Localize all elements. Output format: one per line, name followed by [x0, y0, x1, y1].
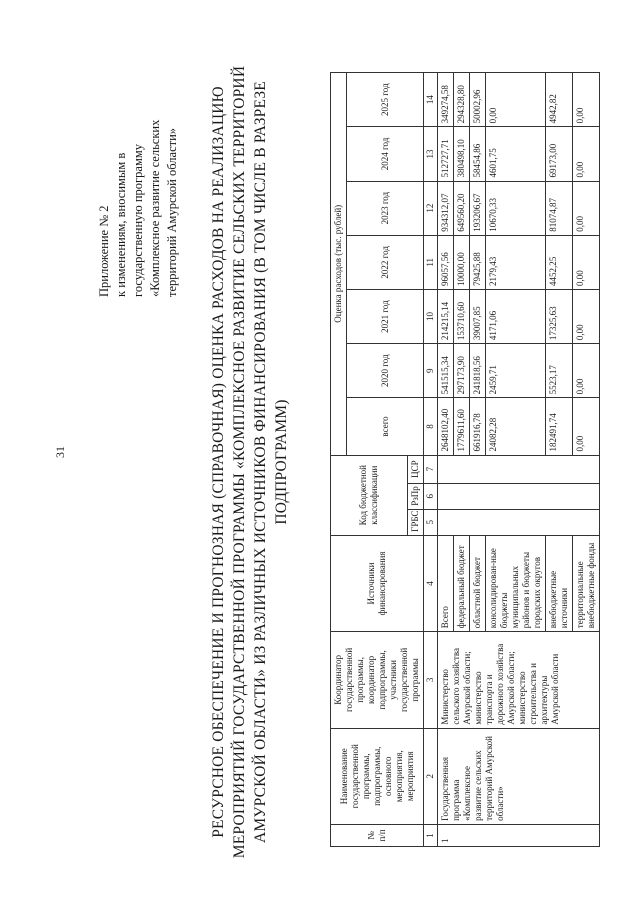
value-total: 0,00 — [573, 398, 600, 455]
value-total: 2648102,40 — [438, 398, 454, 455]
value-2025: 0,00 — [486, 73, 546, 127]
value-2021: 214215,14 — [438, 289, 454, 343]
column-number: 4 — [424, 535, 438, 631]
header-year: 2021 год — [347, 289, 424, 343]
title-line: МЕРОПРИЯТИЙ ГОСУДАРСТВЕННОЙ ПРОГРАММЫ «КОМПЛЕКСНОЕ РАЗВИТИЕ СЕЛЬСКИХ ТЕРРИТОРИЙ — [231, 65, 248, 859]
header-coordinator: Координатор государственной программы, координатор подпрограммы, участники государственной программы — [331, 632, 424, 728]
header-name: Наименование государственной программы, подпрограммы, основного мероприятия, мероприятия — [331, 728, 424, 824]
title-line: РЕСУРСНОЕ ОБЕСПЕЧЕНИЕ И ПРОГНОЗНАЯ (СПРАВОЧНАЯ) ОЦЕНКА РАСХОДОВ НА РЕАЛИЗАЦИЮ — [210, 86, 227, 838]
csr-cell — [438, 455, 600, 483]
funding-source: Всего — [438, 535, 454, 631]
header-num: № п/п — [331, 824, 424, 846]
value-2024: 380498,10 — [454, 127, 470, 181]
appendix-line: «Комплексное развитие сельских — [148, 119, 162, 297]
value-total: 24082,28 — [486, 398, 546, 455]
value-2025: 349274,58 — [438, 73, 454, 127]
value-2023: 934312,07 — [438, 181, 454, 235]
column-number: 1 — [424, 824, 438, 846]
value-2021: 4171,06 — [486, 289, 546, 343]
value-2022: 79425,88 — [470, 235, 486, 289]
value-2021: 39007,85 — [470, 289, 486, 343]
rzpr-cell — [438, 483, 600, 509]
value-2021: 153710,60 — [454, 289, 470, 343]
column-number: 11 — [424, 235, 438, 289]
value-2025: 0,00 — [573, 73, 600, 127]
column-number: 14 — [424, 73, 438, 127]
header-year: 2023 год — [347, 181, 424, 235]
header-estimate: Оценка расходов (тыс. рублей) — [331, 73, 347, 456]
value-2022: 4452,25 — [546, 235, 573, 289]
value-2022: 2179,43 — [486, 235, 546, 289]
header-source: Источники финансирования — [331, 535, 424, 631]
value-2022: 10000,00 — [454, 235, 470, 289]
value-2023: 193206,67 — [470, 181, 486, 235]
header-csr: ЦСР — [408, 455, 424, 483]
value-2020: 2459,71 — [486, 344, 546, 398]
value-2024: 4601,75 — [486, 127, 546, 181]
value-total: 1779611,60 — [454, 398, 470, 455]
header-rzpr: РзПр — [408, 483, 424, 509]
column-number: 9 — [424, 344, 438, 398]
appendix-header — [96, 27, 181, 297]
column-number: 2 — [424, 728, 438, 824]
column-number: 13 — [424, 127, 438, 181]
header-year: 2020 год — [347, 344, 424, 398]
header-grbs: ГРБС — [408, 509, 424, 535]
funding-source: федеральный бюджет — [454, 535, 470, 631]
column-number-row — [424, 73, 438, 847]
header-total: всего — [347, 398, 424, 455]
title-line: АМУРСКОЙ ОБЛАСТИ» ИЗ РАЗЛИЧНЫХ ИСТОЧНИКОВ ФИНАНСИРОВАНИЯ (В ТОМ ЧИСЛЕ В РАЗРЕЗЕ — [252, 81, 269, 843]
value-2024: 58454,86 — [470, 127, 486, 181]
title-line: ПОДПРОГРАММ) — [273, 399, 290, 525]
value-2024: 0,00 — [573, 127, 600, 181]
table-row — [438, 73, 454, 847]
value-2023: 0,00 — [573, 181, 600, 235]
appendix-line: Приложение № 2 — [97, 205, 111, 297]
value-2020: 0,00 — [573, 344, 600, 398]
column-number: 3 — [424, 632, 438, 728]
value-2025: 4942,82 — [546, 73, 573, 127]
column-number: 12 — [424, 181, 438, 235]
funding-source: территориальные внебюджетные фонды — [573, 535, 600, 631]
appendix-line: к изменениям, вносимым в — [114, 152, 128, 297]
column-number: 7 — [424, 455, 438, 483]
program-name: Государственная программа «Комплексное развитие сельских территорий Амурской области» — [438, 728, 600, 824]
column-number: 10 — [424, 289, 438, 343]
header-year: 2022 год — [347, 235, 424, 289]
page-number: 31 — [53, 446, 67, 458]
value-2024: 512727,71 — [438, 127, 454, 181]
value-2021: 0,00 — [573, 289, 600, 343]
value-2020: 5523,17 — [546, 344, 573, 398]
resource-table — [330, 72, 600, 847]
value-2020: 541515,34 — [438, 344, 454, 398]
funding-source: внебюджетные источники — [546, 535, 573, 631]
column-number: 5 — [424, 509, 438, 535]
value-2022: 96057,56 — [438, 235, 454, 289]
header-budget-code: Код бюджетной классификации — [331, 455, 408, 535]
column-number: 8 — [424, 398, 438, 455]
value-2020: 241818,56 — [470, 344, 486, 398]
appendix-line: территорий Амурской области» — [165, 127, 179, 297]
program-coordinator: Министерство сельского хозяйства Амурской области; министерство транспорта и дорожного хозяйства Амурской области; министерство строительства и архитектуры Амурской области — [438, 632, 600, 728]
value-2025: 294328,80 — [454, 73, 470, 127]
appendix-line: государственную программу — [131, 143, 145, 297]
document-title — [208, 62, 292, 862]
funding-source: областной бюджет — [470, 535, 486, 631]
row-number: 1 — [438, 824, 600, 846]
funding-source: консолидирован-ные бюджеты муниципальных районов и бюджеты городских округов — [486, 535, 546, 631]
column-number: 6 — [424, 483, 438, 509]
rotated-page-content — [90, 22, 610, 882]
value-2023: 10670,33 — [486, 181, 546, 235]
grbs-cell — [438, 509, 600, 535]
value-2021: 17325,63 — [546, 289, 573, 343]
value-2023: 649560,20 — [454, 181, 470, 235]
value-2025: 50002,96 — [470, 73, 486, 127]
value-2020: 297173,90 — [454, 344, 470, 398]
value-2022: 0,00 — [573, 235, 600, 289]
value-2024: 69173,00 — [546, 127, 573, 181]
header-year: 2024 год — [347, 127, 424, 181]
value-total: 182491,74 — [546, 398, 573, 455]
header-year: 2025 год — [347, 73, 424, 127]
value-total: 661916,78 — [470, 398, 486, 455]
value-2023: 81074,87 — [546, 181, 573, 235]
